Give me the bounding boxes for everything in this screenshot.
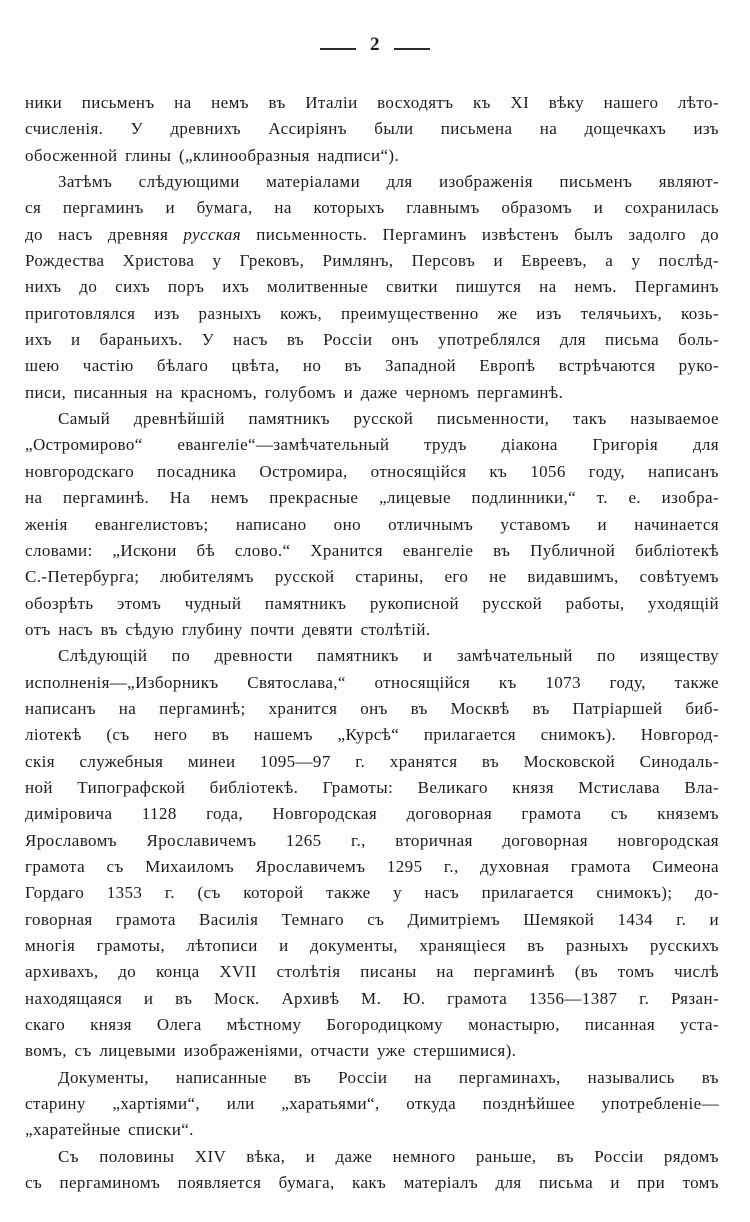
text-line: [25, 327, 719, 353]
text-line: [25, 1065, 719, 1091]
text-segment: находящаяся и въ Моск. Архивѣ М. Ю. грамота 1356—1387 г. Рязан-: [25, 988, 719, 1008]
text-line: [25, 169, 719, 195]
text-line: [25, 248, 719, 274]
text-segment: ихъ и бараньихъ. У насъ въ Россіи онъ употреблялся для письма боль-: [25, 330, 719, 350]
text-segment: говорная грамота Василія Темнаго съ Димитріемъ Шемякой 1434 г. и: [25, 909, 719, 929]
text-line: [25, 854, 719, 880]
text-line: [25, 1012, 719, 1038]
text-segment: Съ половины XIV вѣка, и даже немного раньше, въ Россіи рядомъ: [58, 1146, 719, 1166]
text-line: [25, 222, 719, 248]
text-segment: до насъ древняя: [25, 224, 184, 244]
text-line: [25, 933, 719, 959]
text-line: [25, 380, 719, 406]
text-line: [25, 301, 719, 327]
text-line: [25, 432, 719, 458]
text-segment: вомъ, съ лицевыми изображеніями, отчасти уже стершимися).: [25, 1041, 517, 1061]
text-line: [25, 828, 719, 854]
text-line: [25, 591, 719, 617]
text-line: [25, 90, 719, 116]
text-block: [25, 90, 719, 1196]
text-segment: Самый древнѣйшій памятникъ русской письменности, такъ называемое: [58, 409, 719, 429]
text-line: [25, 1038, 719, 1064]
text-segment: обосженной глины („клинообразныя надписи“).: [25, 145, 400, 165]
text-line: [25, 986, 719, 1012]
text-segment: ся пергаминъ и бумага, на которыхъ главнымъ образомъ и сохранилась: [25, 198, 719, 218]
text-segment: съ пергаминомъ появляется бумага, какъ матеріалъ для письма и при томъ: [25, 1173, 719, 1193]
text-segment: обозрѣть этомъ чудный памятникъ рукописной русской работы, уходящій: [25, 593, 719, 613]
text-segment: ники письменъ на немъ въ Италіи восходятъ къ XI вѣку нашего лѣто-: [25, 93, 719, 112]
text-segment: Рождества Христова у Грековъ, Римлянъ, Персовъ и Евреевъ, а у послѣд-: [25, 251, 719, 271]
text-line: [25, 617, 719, 643]
text-line: [25, 1170, 719, 1196]
text-segment: Документы, написанные въ Россіи на пергаминахъ, назывались въ: [58, 1067, 719, 1087]
page-header: [0, 32, 750, 58]
text-line: [25, 959, 719, 985]
text-segment: писи, писанныя на красномъ, голубомъ и даже черномъ пергаминѣ.: [25, 382, 564, 402]
text-segment: „Остромирово“ евангеліе“—замѣчательный трудъ діакона Григорія для: [25, 435, 719, 455]
text-segment: старину „хартіями“, или „харатьями“, откуда позднѣйшее употребленіе—: [25, 1094, 719, 1114]
text-segment: многія грамоты, лѣтописи и документы, хранящіеся въ разныхъ русскихъ: [25, 936, 719, 955]
text-segment: нихъ до сихъ поръ ихъ молитвенные свитки пишутся на немъ. Пергаминъ: [25, 277, 719, 297]
text-segment: С.-Петербурга; любителямъ русской старины, его не видавшимъ, совѣтуемъ: [25, 567, 719, 587]
text-line: [25, 643, 719, 669]
text-segment: Ярославомъ Ярославичемъ 1265 г., вторичная договорная новгородская: [25, 830, 719, 850]
text-line: [25, 1117, 719, 1143]
text-segment: письменность. Пергаминъ извѣстенъ былъ задолго до: [241, 224, 719, 244]
text-segment: „харатейные списки“.: [25, 1120, 194, 1140]
text-segment: женія евангелистовъ; написано оно отличнымъ уставомъ и начинается: [25, 514, 719, 534]
text-line: [25, 143, 719, 169]
text-segment: счисленія. У древнихъ Ассиріянъ были письмена на дощечкахъ изъ: [25, 119, 719, 139]
text-segment: исполненія—„Изборникъ Святослава,“ относящійся къ 1073 году, также: [25, 672, 719, 692]
page-number: 2: [370, 34, 380, 55]
text-line: [25, 880, 719, 906]
text-line: [25, 564, 719, 590]
text-line: [25, 195, 719, 221]
text-line: [25, 1144, 719, 1170]
text-segment: приготовлялся изъ разныхъ кожъ, преимущественно же изъ телячьихъ, козь-: [25, 303, 719, 323]
text-line: [25, 1091, 719, 1117]
page-number-rule-left: [320, 48, 356, 50]
text-segment: архивахъ, до конца XVII столѣтія писаны на пергаминѣ (въ томъ числѣ: [25, 962, 719, 982]
text-line: [25, 670, 719, 696]
text-line: [25, 274, 719, 300]
text-segment: шею частію бѣлаго цвѣта, но въ Западной Европѣ встрѣчаются руко-: [25, 356, 719, 376]
text-segment: ліотекѣ (съ него въ нашемъ „Курсѣ“ прилагается снимокъ). Новгород-: [25, 725, 719, 745]
text-segment: Затѣмъ слѣдующими матеріалами для изображенія письменъ являют-: [58, 172, 719, 192]
text-segment: ной Типографской библіотекѣ. Грамоты: Великаго князя Мстислава Вла-: [25, 777, 719, 797]
text-line: [25, 485, 719, 511]
text-line: [25, 512, 719, 538]
text-segment: скія служебныя минеи 1095—97 г. хранятся въ Московской Синодаль-: [25, 751, 719, 771]
text-line: [25, 353, 719, 379]
text-line: [25, 406, 719, 432]
text-line: [25, 538, 719, 564]
text-segment: Слѣдующій по древности памятникъ и замѣчательный по изяществу: [58, 646, 719, 666]
text-segment: новгородскаго посадника Остромира, относящійся къ 1056 году, написанъ: [25, 461, 719, 481]
text-segment: диміровича 1128 года, Новгородская договорная грамота съ княземъ: [25, 804, 719, 824]
text-line: [25, 116, 719, 142]
text-segment: отъ насъ въ сѣдую глубину почти девяти столѣтій.: [25, 619, 431, 639]
text-line: [25, 775, 719, 801]
text-line: [25, 749, 719, 775]
text-segment: грамота съ Михаиломъ Ярославичемъ 1295 г., духовная грамота Симеона: [25, 856, 719, 876]
text-line: [25, 459, 719, 485]
text-line: [25, 801, 719, 827]
text-segment: на пергаминѣ. На немъ прекрасные „лицевые подлинники,“ т. е. изобра-: [25, 488, 719, 508]
text-segment: написанъ на пергаминѣ; хранится онъ въ Москвѣ въ Патріаршей биб-: [25, 698, 719, 718]
text-line: [25, 907, 719, 933]
page-number-rule-right: [394, 48, 430, 50]
text-segment: Гордаго 1353 г. (съ которой также у насъ прилагается снимокъ); до-: [25, 883, 719, 903]
text-line: [25, 722, 719, 748]
text-segment: скаго князя Олега мѣстному Богородицкому монастырю, писанная уста-: [25, 1015, 719, 1035]
text-line: [25, 696, 719, 722]
text-segment: словами: „Искони бѣ слово.“ Хранится евангеліе въ Публичной библіотекѣ: [25, 540, 719, 560]
italic-text: русская: [183, 224, 242, 244]
